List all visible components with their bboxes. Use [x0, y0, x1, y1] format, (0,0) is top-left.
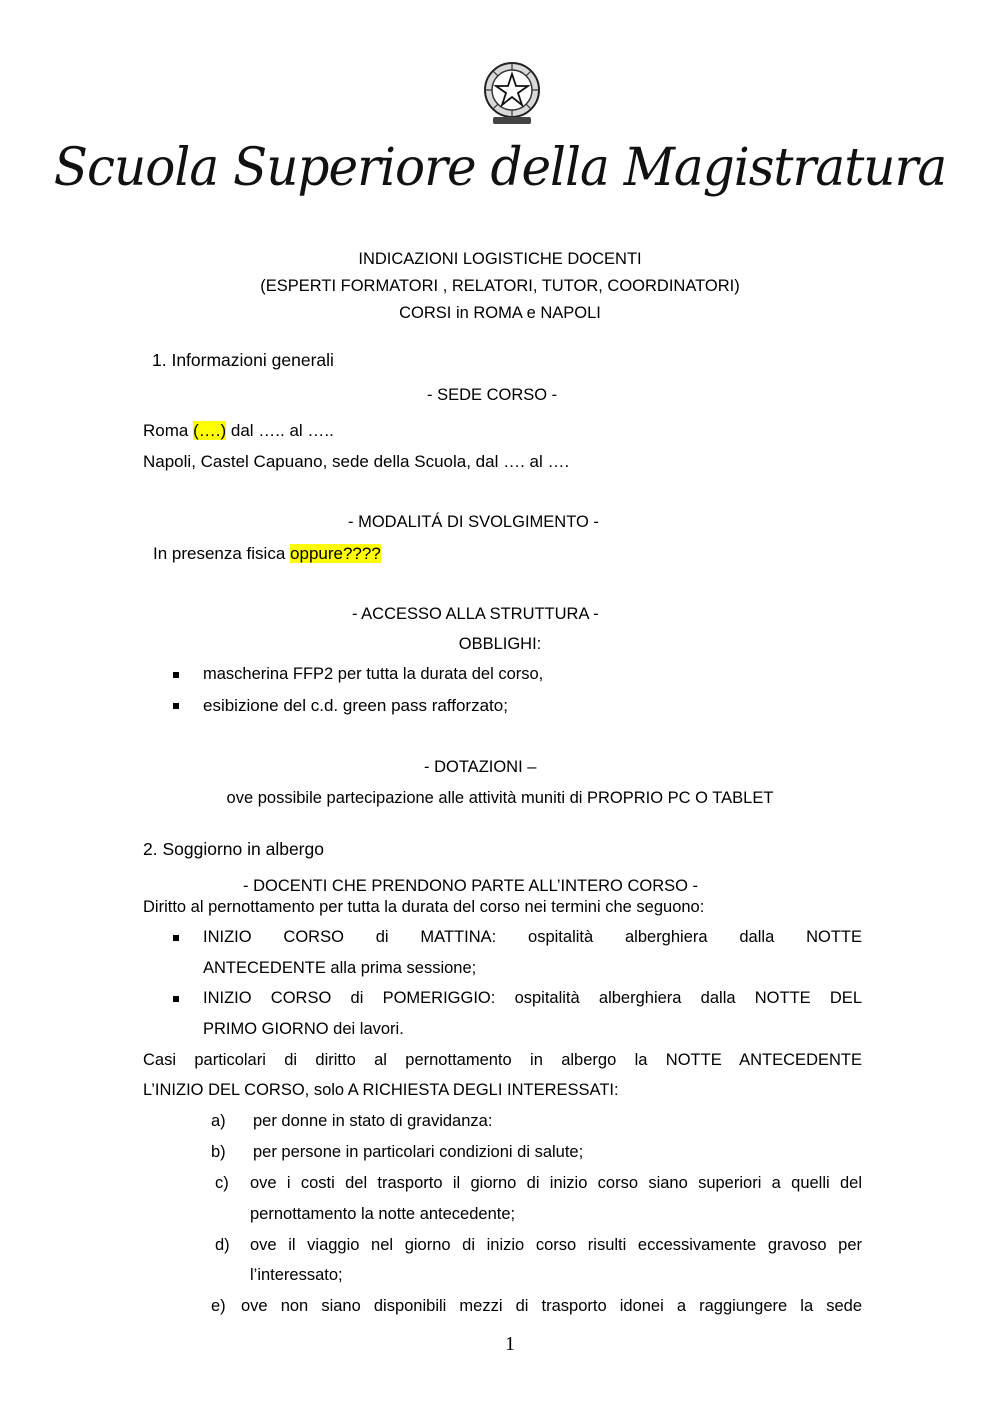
- item1-line1: INIZIO CORSO di MATTINA: ospitalità alberghiera dalla NOTTE: [203, 928, 862, 946]
- section1-heading: 1. Informazioni generali: [152, 350, 334, 370]
- case-d-label: d): [215, 1236, 230, 1254]
- page-number: 1: [505, 1333, 515, 1355]
- case-b-label: b): [211, 1143, 226, 1161]
- sede-napoli-line: [143, 452, 569, 472]
- case-c-line1: ove i costi del trasporto il giorno di inizio corso siano superiori a quelli del: [250, 1174, 862, 1192]
- accesso-heading: - ACCESSO ALLA STRUTTURA -: [352, 605, 599, 623]
- case-e-line1: ove non siano disponibili mezzi di trasporto idonei a raggiungere la sede: [241, 1297, 862, 1315]
- roma-rest: dal ….. al …..: [230, 421, 334, 440]
- accesso-subheading: OBBLIGHI:: [458, 635, 542, 653]
- bullet-icon: [173, 672, 179, 678]
- napoli-rest: , Castel Capuano, sede della Scuola, dal …. al ….: [191, 452, 570, 471]
- institution-title: Scuola Superiore della Magistratura: [53, 136, 947, 198]
- item2-line1: INIZIO CORSO di POMERIGGIO: ospitalità alberghiera dalla NOTTE DEL: [203, 989, 862, 1007]
- accesso-item-2: esibizione del c.d. green pass rafforzato;: [203, 696, 508, 715]
- roma-label: Roma: [143, 421, 189, 440]
- case-a-text: per donne in stato di gravidanza:: [253, 1112, 493, 1130]
- item1-line2: ANTECEDENTE alla prima sessione;: [203, 959, 477, 977]
- item2-line2: PRIMO GIORNO dei lavori.: [203, 1020, 404, 1038]
- casi-line2: L’INIZIO DEL CORSO, solo A RICHIESTA DEGLI INTERESSATI:: [143, 1081, 619, 1099]
- sede-heading: - SEDE CORSO -: [427, 386, 558, 404]
- case-a-label: a): [211, 1112, 226, 1130]
- bullet-icon: [173, 703, 179, 709]
- doc-title-line2: (ESPERTI FORMATORI , RELATORI, TUTOR, COORDINATORI): [260, 277, 740, 295]
- case-c-label: c): [215, 1174, 229, 1192]
- sede-roma-line: [143, 421, 334, 441]
- case-e-label: e): [211, 1297, 226, 1315]
- italian-republic-emblem-icon: [481, 60, 543, 128]
- bullet-icon: [173, 996, 179, 1002]
- case-b-text: per persone in particolari condizioni di salute;: [253, 1143, 584, 1161]
- section2-intro: Diritto al pernottamento per tutta la durata del corso nei termini che seguono:: [143, 898, 705, 916]
- accesso-item-1: mascherina FFP2 per tutta la durata del corso,: [203, 665, 544, 683]
- doc-title-line1: INDICAZIONI LOGISTICHE DOCENTI: [358, 250, 642, 268]
- bullet-icon: [173, 935, 179, 941]
- dotazioni-heading: - DOTAZIONI –: [424, 758, 537, 776]
- dotazioni-text: ove possibile partecipazione alle attività muniti di PROPRIO PC O TABLET: [226, 789, 774, 807]
- modalita-line: [153, 544, 381, 564]
- case-d-line2: l’interessato;: [250, 1266, 343, 1284]
- modalita-text: In presenza fisica: [153, 544, 286, 563]
- docenti-heading: - DOCENTI CHE PRENDONO PARTE ALL’INTERO CORSO -: [243, 877, 699, 895]
- roma-highlight: (….): [193, 421, 227, 440]
- modalita-highlight: oppure????: [290, 544, 381, 563]
- case-d-line1: ove il viaggio nel giorno di inizio corso risulti eccessivamente gravoso per: [250, 1236, 862, 1254]
- case-c-line2: pernottamento la notte antecedente;: [250, 1205, 516, 1223]
- modalita-heading: - MODALITÁ DI SVOLGIMENTO -: [348, 513, 599, 531]
- casi-line1: Casi particolari di diritto al pernottamento in albergo la NOTTE ANTECEDENTE: [143, 1051, 862, 1069]
- napoli-label: Napoli: [143, 452, 192, 471]
- doc-title-line3: CORSI in ROMA e NAPOLI: [399, 304, 601, 322]
- section2-heading: 2. Soggiorno in albergo: [143, 839, 324, 859]
